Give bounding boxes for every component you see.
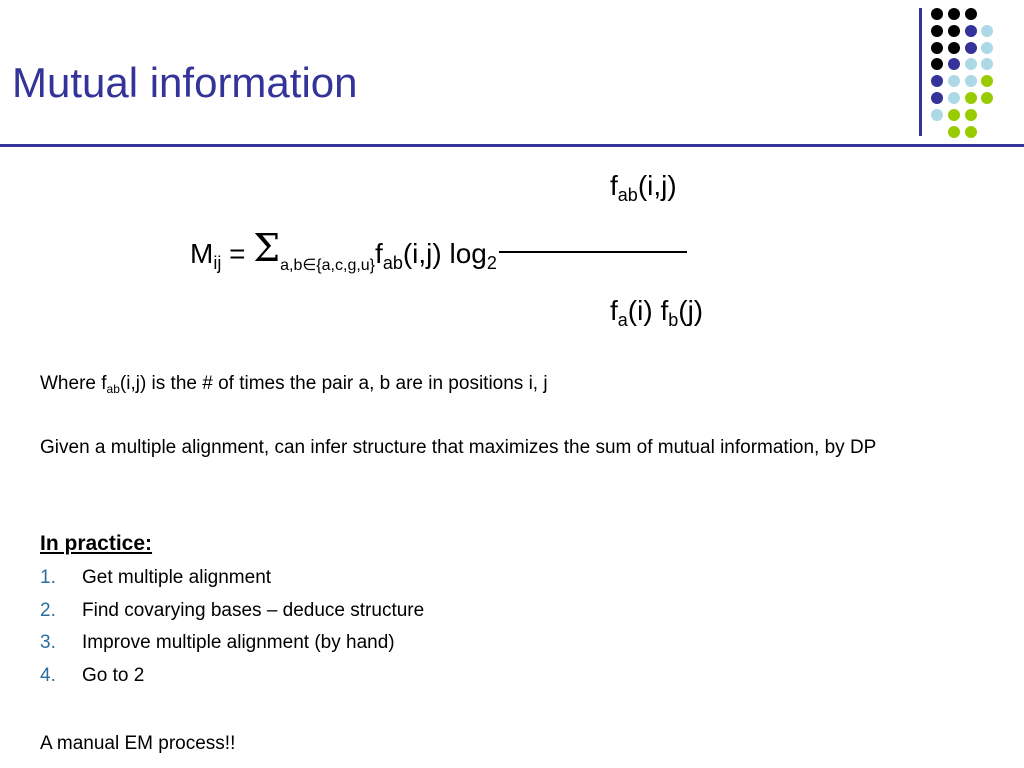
decor-dot — [931, 58, 943, 70]
list-item-text: Go to 2 — [82, 665, 145, 687]
term-sub: ab — [382, 253, 403, 273]
numerator-args: (i,j) — [637, 170, 677, 201]
decor-dot — [981, 75, 993, 87]
decor-dot — [931, 25, 943, 37]
list-item — [40, 662, 424, 695]
vertical-rule — [919, 8, 922, 136]
fraction-bar — [499, 251, 687, 253]
denominator-fa-sub: a — [617, 310, 628, 330]
decor-dot — [965, 75, 977, 87]
sigma-symbol: Σ — [253, 226, 281, 270]
formula-lhs: M — [190, 238, 214, 269]
decor-dot — [948, 42, 960, 54]
formula-numerator — [610, 170, 677, 205]
list-item-text: Get multiple alignment — [82, 567, 272, 588]
in-practice-heading: In practice: — [40, 532, 153, 555]
denominator-fb-args: (j) — [678, 295, 704, 326]
decor-dot — [965, 92, 977, 104]
decor-dot — [948, 126, 960, 138]
denominator-fb: f — [660, 295, 669, 326]
decor-dot — [948, 75, 960, 87]
horizontal-rule — [0, 144, 1024, 147]
slide-title: Mutual information — [12, 59, 358, 106]
term-args: (i,j) log — [402, 238, 487, 269]
numerator-sub: ab — [617, 185, 638, 205]
decor-dot — [931, 92, 943, 104]
formula-denominator — [610, 295, 704, 330]
numerator-f: f — [610, 170, 618, 201]
decor-dot — [931, 42, 943, 54]
decorative-dot-grid — [927, 6, 1023, 138]
formula-lhs-sub: ij — [213, 253, 222, 273]
decor-dot — [948, 25, 960, 37]
decor-dot — [981, 42, 993, 54]
decor-dot — [981, 92, 993, 104]
decor-dot — [948, 92, 960, 104]
formula-equals: = — [221, 238, 254, 269]
list-item-text: Improve multiple alignment (by hand) — [82, 632, 395, 654]
list-item-text: Find covarying bases – deduce structure — [82, 599, 425, 621]
decor-dot — [965, 8, 977, 20]
decor-dot — [948, 109, 960, 121]
sigma-sub: a,b∈{a,c,g,u} — [280, 257, 376, 274]
where-post: (i,j) is the # of times the pair a, b are in positions i, j — [119, 373, 548, 394]
decor-dot — [948, 58, 960, 70]
steps-list — [40, 564, 424, 695]
decor-dot — [931, 8, 943, 20]
list-item — [40, 629, 424, 662]
where-line — [40, 370, 548, 397]
decor-dot — [965, 126, 977, 138]
decor-dot — [965, 42, 977, 54]
denominator-fa-args: (i) — [627, 295, 661, 326]
decor-dot — [931, 75, 943, 87]
term-f: f — [375, 238, 383, 269]
decor-dot — [981, 58, 993, 70]
decor-dot — [931, 109, 943, 121]
denominator-fb-sub: b — [668, 310, 679, 330]
decor-dot — [965, 109, 977, 121]
list-item-number: 3. — [40, 632, 56, 654]
closing-line: A manual EM process!! — [40, 733, 236, 754]
decor-dot — [948, 8, 960, 20]
list-item-number: 2. — [40, 599, 56, 621]
denominator-fa: f — [610, 295, 618, 326]
where-pre: Where f — [40, 373, 107, 394]
decor-dot — [965, 58, 977, 70]
list-item-number: 4. — [40, 665, 56, 687]
where-sub: ab — [106, 382, 120, 396]
decor-dot — [965, 25, 977, 37]
formula-main — [190, 226, 687, 274]
given-paragraph: Given a multiple alignment, can infer structure that maximizes the sum of mutual information, by DP — [40, 437, 877, 458]
list-item-number: 1. — [40, 567, 56, 588]
log-base: 2 — [486, 253, 497, 273]
list-item — [40, 597, 424, 630]
list-item — [40, 564, 424, 597]
decor-dot — [981, 25, 993, 37]
